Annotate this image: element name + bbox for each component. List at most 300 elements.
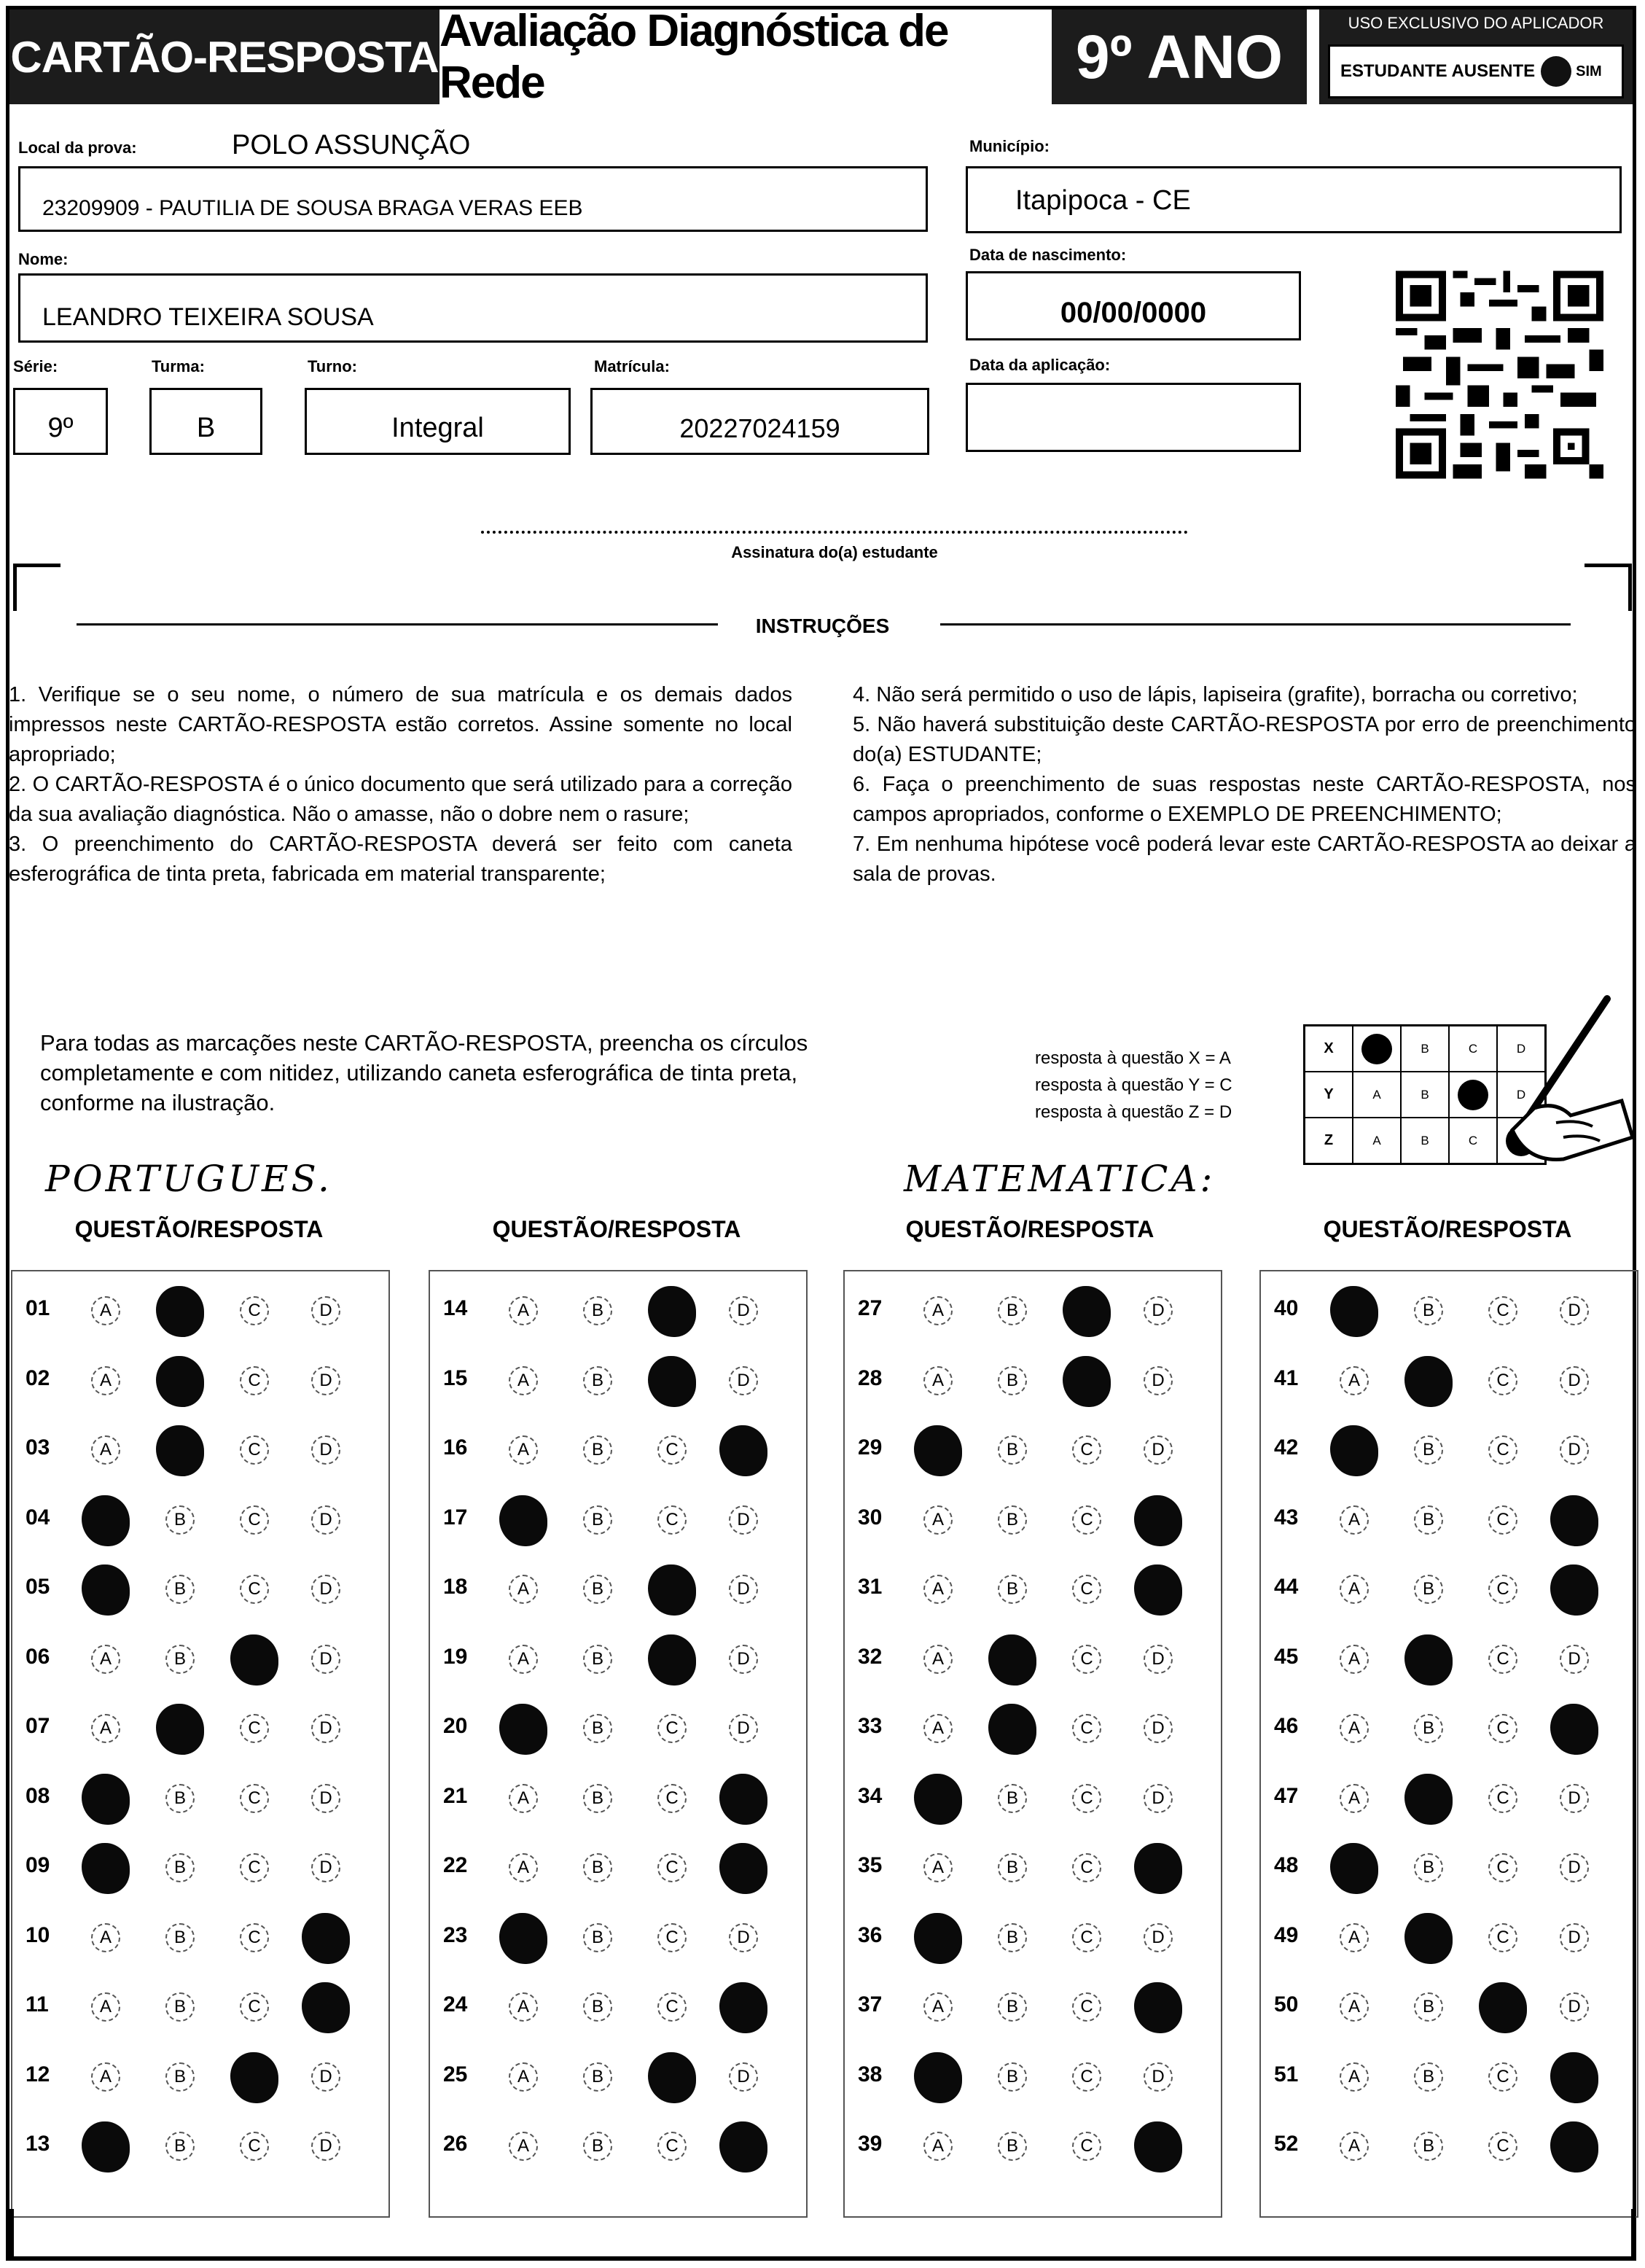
answer-bubble[interactable]: D [311, 1366, 340, 1395]
answer-bubble[interactable]: C [657, 1714, 687, 1743]
answer-bubble-filled[interactable] [1404, 1774, 1453, 1825]
answer-bubble-filled[interactable] [82, 1564, 130, 1616]
signature-line[interactable] [481, 531, 1188, 534]
answer-bubble-filled[interactable] [82, 1843, 130, 1894]
answer-bubble[interactable]: C [1488, 1784, 1517, 1813]
answer-bubble-filled[interactable] [1134, 2121, 1182, 2172]
answer-bubble[interactable]: D [1560, 1853, 1589, 1882]
answer-bubble[interactable]: B [583, 1714, 612, 1743]
answer-bubble-filled[interactable] [156, 1356, 204, 1407]
answer-bubble[interactable]: C [657, 1435, 687, 1465]
answer-bubble[interactable]: C [1072, 2062, 1101, 2092]
answer-bubble[interactable]: B [583, 1435, 612, 1465]
instructions-left [9, 680, 792, 889]
answer-bubble[interactable]: C [1488, 2062, 1517, 2092]
answer-bubble[interactable]: B [165, 1505, 195, 1535]
answer-bubble[interactable]: A [509, 1784, 538, 1813]
answer-bubble[interactable]: C [1072, 1714, 1101, 1743]
column-title: QUESTÃO/RESPOSTA [492, 1216, 741, 1242]
answer-bubble[interactable]: C [657, 1505, 687, 1535]
answer-bubble-filled[interactable] [648, 1564, 696, 1616]
answer-bubble[interactable]: C [240, 1505, 269, 1535]
answer-bubble[interactable]: D [311, 1296, 340, 1325]
answer-bubble[interactable]: D [1144, 1784, 1173, 1813]
answer-bubble-filled[interactable] [914, 1774, 962, 1825]
answer-bubble-filled[interactable] [302, 1982, 350, 2033]
answer-bubble[interactable]: B [1414, 1714, 1443, 1743]
answer-bubble[interactable]: B [1414, 2132, 1443, 2161]
answer-bubble[interactable]: C [1488, 1923, 1517, 1952]
answer-row [1261, 1419, 1637, 1478]
answer-bubble-filled[interactable] [1330, 1843, 1378, 1894]
answer-bubble-filled[interactable] [648, 1634, 696, 1686]
answer-row [430, 2046, 806, 2105]
answer-bubble[interactable]: A [91, 1992, 120, 2022]
answer-row [430, 1280, 806, 1338]
answer-bubble-filled[interactable] [1550, 1564, 1598, 1616]
answer-bubble[interactable]: C [1072, 1575, 1101, 1604]
answer-bubble[interactable]: A [509, 1575, 538, 1604]
answer-bubble[interactable]: C [1488, 1853, 1517, 1882]
answer-bubble[interactable]: B [165, 1853, 195, 1882]
answer-bubble[interactable]: A [1340, 2062, 1369, 2092]
answer-bubble[interactable]: D [311, 1853, 340, 1882]
answer-bubble[interactable]: A [1340, 1575, 1369, 1604]
answer-bubble[interactable]: A [1340, 1366, 1369, 1395]
answer-bubble[interactable]: D [1560, 1296, 1589, 1325]
answer-bubble[interactable]: D [729, 1366, 758, 1395]
answer-bubble[interactable]: D [311, 1505, 340, 1535]
answer-bubble-filled[interactable] [156, 1425, 204, 1476]
answer-bubble[interactable]: D [311, 2132, 340, 2161]
answer-bubble[interactable]: B [165, 2132, 195, 2161]
answer-row [430, 1907, 806, 1965]
answer-bubble[interactable]: A [509, 1366, 538, 1395]
answer-bubble-filled[interactable] [648, 1286, 696, 1337]
answer-bubble[interactable]: D [729, 1645, 758, 1674]
answer-bubble[interactable]: A [91, 1714, 120, 1743]
answer-bubble[interactable]: B [583, 2132, 612, 2161]
answer-bubble[interactable]: C [1488, 1575, 1517, 1604]
answer-row [1261, 1629, 1637, 1687]
answer-bubble[interactable]: A [91, 2062, 120, 2092]
question-number: 31 [858, 1575, 883, 1599]
shift-value: Integral [391, 413, 484, 443]
answer-bubble[interactable]: C [657, 1784, 687, 1813]
school-field [18, 166, 928, 232]
answer-bubble[interactable]: C [657, 1992, 687, 2022]
answer-bubble[interactable]: D [1144, 1435, 1173, 1465]
application-date-field[interactable] [966, 383, 1301, 452]
answer-row [845, 1280, 1221, 1338]
question-number: 27 [858, 1296, 883, 1320]
answer-bubble[interactable]: C [240, 1853, 269, 1882]
answer-bubble-filled[interactable] [1330, 1425, 1378, 1476]
answer-bubble[interactable]: A [91, 1923, 120, 1952]
question-number: 20 [443, 1714, 468, 1738]
question-number: 19 [443, 1644, 468, 1669]
bottom-mark-right [1631, 2209, 1636, 2260]
answer-bubble[interactable]: C [657, 2132, 687, 2161]
answer-bubble[interactable]: B [998, 2062, 1027, 2092]
answer-bubble[interactable]: B [1414, 1853, 1443, 1882]
question-number: 25 [443, 2062, 468, 2086]
answer-bubble[interactable]: C [240, 1296, 269, 1325]
class-value: B [196, 413, 216, 443]
answer-bubble[interactable]: A [923, 1714, 953, 1743]
answer-bubble-filled[interactable] [719, 2121, 767, 2172]
answer-bubble-filled[interactable] [1063, 1356, 1111, 1407]
answer-bubble-filled[interactable] [82, 2121, 130, 2172]
answer-row [430, 1976, 806, 2035]
answer-bubble[interactable]: C [1072, 1853, 1101, 1882]
answer-bubble[interactable]: D [311, 1575, 340, 1604]
answer-bubble[interactable]: A [1340, 1645, 1369, 1674]
answer-bubble[interactable]: D [311, 1784, 340, 1813]
answer-row [430, 1629, 806, 1687]
corner-mark-right [1585, 564, 1632, 611]
answer-bubble[interactable]: D [1560, 1366, 1589, 1395]
question-number: 48 [1274, 1853, 1299, 1877]
answer-bubble[interactable]: A [1340, 2132, 1369, 2161]
answer-bubble-filled[interactable] [988, 1634, 1036, 1686]
example-option: A [1352, 1118, 1400, 1163]
answer-bubble[interactable]: C [1488, 1714, 1517, 1743]
answer-bubble-filled[interactable] [82, 1495, 130, 1546]
answer-bubble-filled[interactable] [1550, 2121, 1598, 2172]
answer-bubble[interactable]: A [923, 1296, 953, 1325]
answer-bubble[interactable]: B [1414, 1992, 1443, 2022]
answer-bubble[interactable]: C [1072, 1992, 1101, 2022]
answer-bubble[interactable]: D [729, 1296, 758, 1325]
question-number: 35 [858, 1853, 883, 1877]
answer-bubble[interactable]: A [91, 1435, 120, 1465]
absent-bubble[interactable] [1541, 56, 1571, 87]
answer-bubble[interactable]: B [998, 1992, 1027, 2022]
answer-bubble[interactable]: A [1340, 1505, 1369, 1535]
answer-bubble[interactable]: A [923, 1853, 953, 1882]
answer-bubble[interactable]: C [240, 1923, 269, 1952]
answer-bubble-filled[interactable] [1404, 1634, 1453, 1686]
answer-bubble[interactable]: D [311, 1435, 340, 1465]
answer-bubble-filled[interactable] [499, 1704, 547, 1755]
answer-bubble-filled[interactable] [499, 1495, 547, 1546]
answer-bubble[interactable]: C [240, 2132, 269, 2161]
question-number: 52 [1274, 2132, 1299, 2156]
answer-bubble-filled[interactable] [1479, 1982, 1527, 2033]
answer-bubble[interactable]: B [998, 1366, 1027, 1395]
answer-bubble[interactable]: C [240, 1714, 269, 1743]
answer-bubble[interactable]: D [311, 2062, 340, 2092]
handwritten-math: MATEMATICA: [904, 1158, 1216, 1200]
answer-row [845, 1629, 1221, 1687]
answer-bubble-filled[interactable] [156, 1286, 204, 1337]
answer-bubble[interactable]: B [583, 1296, 612, 1325]
answer-bubble[interactable]: C [657, 1853, 687, 1882]
answer-bubble-filled[interactable] [648, 1356, 696, 1407]
instruction-item: 7. Em nenhuma hipótese você poderá levar este CARTÃO-RESPOSTA ao deixar a sala de provas. [853, 833, 1636, 886]
answer-row [12, 1559, 388, 1617]
exam-place-label: Local da prova: [18, 139, 137, 157]
name-value: LEANDRO TEIXEIRA SOUSA [42, 303, 374, 331]
answer-row [430, 2116, 806, 2174]
answer-row [430, 1837, 806, 1895]
absent-yes-label: SIM [1576, 63, 1602, 79]
answer-bubble-filled[interactable] [1134, 1495, 1182, 1546]
answer-bubble[interactable]: D [1560, 1645, 1589, 1674]
example-question-label: X [1324, 1040, 1334, 1056]
answer-bubble[interactable]: A [509, 1645, 538, 1674]
answer-bubble-filled[interactable] [1134, 1564, 1182, 1616]
answer-bubble-filled[interactable] [1063, 1286, 1111, 1337]
answer-bubble[interactable]: A [509, 1853, 538, 1882]
answer-bubble[interactable]: A [91, 1296, 120, 1325]
answer-bubble-filled[interactable] [1134, 1843, 1182, 1894]
answer-bubble-filled[interactable] [1550, 1495, 1598, 1546]
answer-bubble[interactable]: B [165, 2062, 195, 2092]
answer-bubble[interactable]: D [1144, 2062, 1173, 2092]
series-label: Série: [13, 357, 58, 375]
instruction-item: 3. O preenchimento do CARTÃO-RESPOSTA deverá ser feito com caneta esferográfica de tinta preta, fabricada em material transparente; [9, 833, 792, 886]
answer-bubble-filled[interactable] [719, 1425, 767, 1476]
answer-bubble[interactable]: A [923, 1575, 953, 1604]
question-number: 06 [26, 1644, 50, 1669]
question-number: 07 [26, 1714, 50, 1738]
example-option: C [1448, 1118, 1496, 1163]
answer-bubble-filled[interactable] [1550, 2052, 1598, 2103]
filled-bubble-icon [1361, 1034, 1392, 1064]
answer-bubble[interactable]: D [311, 1645, 340, 1674]
answer-bubble[interactable]: B [583, 1575, 612, 1604]
answer-bubble[interactable]: A [923, 2132, 953, 2161]
example-option: A [1352, 1072, 1400, 1117]
answer-bubble[interactable]: D [1144, 1296, 1173, 1325]
answer-bubble[interactable]: D [1144, 1645, 1173, 1674]
answer-bubble[interactable]: B [583, 1923, 612, 1952]
question-number: 09 [26, 1853, 50, 1877]
answer-bubble[interactable]: B [583, 1784, 612, 1813]
answer-bubble[interactable]: A [923, 1366, 953, 1395]
answer-bubble[interactable]: C [1488, 1296, 1517, 1325]
enrollment-value: 20227024159 [679, 413, 840, 443]
answer-row [1261, 1698, 1637, 1756]
answer-bubble[interactable]: C [1488, 2132, 1517, 2161]
answer-column [843, 1270, 1222, 2218]
answer-bubble[interactable]: A [91, 1645, 120, 1674]
answer-bubble[interactable]: A [1340, 1714, 1369, 1743]
answer-bubble-filled[interactable] [1330, 1286, 1378, 1337]
answer-bubble[interactable]: A [923, 1992, 953, 2022]
answer-bubble-filled[interactable] [914, 1425, 962, 1476]
answer-bubble[interactable]: B [998, 1575, 1027, 1604]
question-number: 04 [26, 1505, 50, 1529]
answer-bubble[interactable]: C [1072, 1923, 1101, 1952]
question-number: 41 [1274, 1365, 1299, 1390]
grade-badge: 9º ANO [1052, 9, 1307, 104]
instructions-right [853, 680, 1636, 889]
answer-bubble[interactable]: A [923, 1505, 953, 1535]
answer-bubble[interactable]: B [998, 1296, 1027, 1325]
answer-bubble[interactable]: B [583, 1505, 612, 1535]
birth-value: 00/00/0000 [1060, 297, 1207, 329]
answer-bubble[interactable]: C [1072, 1645, 1101, 1674]
answer-row [845, 2116, 1221, 2174]
answer-bubble[interactable]: A [509, 1992, 538, 2022]
answer-bubble[interactable]: D [1560, 1992, 1589, 2022]
example-option: D [1496, 1072, 1544, 1117]
series-field [13, 388, 108, 455]
answer-bubble-filled[interactable] [719, 1843, 767, 1894]
answer-bubble[interactable]: C [657, 1923, 687, 1952]
answer-bubble[interactable]: B [165, 1784, 195, 1813]
city-value: Itapipoca - CE [1015, 185, 1191, 216]
answer-bubble[interactable]: A [1340, 1784, 1369, 1813]
answer-row [430, 1350, 806, 1408]
answer-bubble[interactable]: D [1560, 1923, 1589, 1952]
answer-row [12, 1837, 388, 1895]
school-value: 23209909 - PAUTILIA DE SOUSA BRAGA VERAS EEB [42, 196, 583, 220]
answer-bubble[interactable]: B [583, 2062, 612, 2092]
answer-bubble[interactable]: C [1488, 1435, 1517, 1465]
example-question-label: Y [1324, 1086, 1334, 1102]
answer-bubble[interactable]: B [1414, 1505, 1443, 1535]
answer-bubble[interactable]: D [729, 1505, 758, 1535]
answer-bubble[interactable]: C [240, 1366, 269, 1395]
question-number: 23 [443, 1922, 468, 1947]
answer-bubble-filled[interactable] [1404, 1913, 1453, 1964]
answer-bubble[interactable]: C [1488, 1366, 1517, 1395]
answer-bubble[interactable]: B [583, 1992, 612, 2022]
answer-bubble[interactable]: B [165, 1645, 195, 1674]
answer-bubble-filled[interactable] [230, 2052, 278, 2103]
absent-checkbox-area[interactable] [1328, 44, 1624, 98]
answer-bubble[interactable]: A [509, 1435, 538, 1465]
answer-bubble[interactable]: B [998, 1435, 1027, 1465]
example-option: B [1400, 1118, 1448, 1163]
answer-bubble[interactable]: B [1414, 1435, 1443, 1465]
answer-bubble[interactable]: C [240, 1575, 269, 1604]
answer-bubble-filled[interactable] [1550, 1704, 1598, 1755]
answer-bubble[interactable]: D [1560, 1435, 1589, 1465]
answer-bubble[interactable]: B [583, 1645, 612, 1674]
question-number: 42 [1274, 1435, 1299, 1460]
question-number: 02 [26, 1365, 50, 1390]
answer-bubble[interactable]: B [165, 1992, 195, 2022]
answer-row [12, 1280, 388, 1338]
question-number: 29 [858, 1435, 883, 1460]
answer-bubble[interactable]: D [729, 1714, 758, 1743]
answer-bubble[interactable]: C [240, 1992, 269, 2022]
answer-bubble[interactable]: A [1340, 1923, 1369, 1952]
answer-bubble[interactable]: D [729, 1575, 758, 1604]
answer-bubble[interactable]: D [311, 1714, 340, 1743]
answer-bubble[interactable]: C [1072, 1505, 1101, 1535]
column-title: QUESTÃO/RESPOSTA [1323, 1216, 1572, 1242]
name-field [18, 273, 928, 343]
answer-bubble[interactable]: B [583, 1853, 612, 1882]
exam-place-value: POLO ASSUNÇÃO [232, 130, 471, 160]
question-number: 03 [26, 1435, 50, 1460]
answer-bubble[interactable]: C [240, 1435, 269, 1465]
answer-bubble[interactable]: C [1072, 1784, 1101, 1813]
question-number: 13 [26, 2132, 50, 2156]
answer-bubble[interactable]: C [1072, 2132, 1101, 2161]
answer-bubble[interactable]: C [1072, 1435, 1101, 1465]
answer-bubble[interactable]: B [998, 2132, 1027, 2161]
instruction-item: 5. Não haverá substituição deste CARTÃO-RESPOSTA por erro de preenchimento do(a) ESTUDANTE; [853, 713, 1636, 766]
answer-bubble-filled[interactable] [1134, 1982, 1182, 2033]
answer-bubble[interactable]: A [509, 2062, 538, 2092]
answer-bubble[interactable]: B [998, 1784, 1027, 1813]
answer-bubble[interactable]: B [1414, 1575, 1443, 1604]
column-title: QUESTÃO/RESPOSTA [905, 1216, 1154, 1242]
answer-bubble[interactable]: B [998, 1505, 1027, 1535]
question-number: 32 [858, 1644, 883, 1669]
answer-bubble[interactable]: D [1144, 1714, 1173, 1743]
question-number: 26 [443, 2132, 468, 2156]
question-number: 16 [443, 1435, 468, 1460]
answer-bubble-filled[interactable] [302, 1913, 350, 1964]
question-number: 50 [1274, 1992, 1299, 2016]
answer-bubble-filled[interactable] [719, 1982, 767, 2033]
enrollment-label: Matrícula: [594, 357, 670, 375]
answer-bubble[interactable]: B [583, 1366, 612, 1395]
answer-bubble-filled[interactable] [82, 1774, 130, 1825]
answer-bubble[interactable]: D [1144, 1366, 1173, 1395]
answer-bubble-filled[interactable] [156, 1704, 204, 1755]
question-number: 47 [1274, 1783, 1299, 1808]
answer-bubble[interactable]: A [923, 1645, 953, 1674]
example-label: resposta à questão X = A [1035, 1048, 1231, 1068]
enrollment-field [590, 388, 929, 455]
answer-bubble[interactable]: A [1340, 1992, 1369, 2022]
answer-bubble[interactable]: B [1414, 2062, 1443, 2092]
answer-bubble[interactable]: D [729, 1923, 758, 1952]
answer-bubble[interactable]: A [509, 2132, 538, 2161]
answer-bubble[interactable]: C [1488, 1645, 1517, 1674]
answer-row [12, 1907, 388, 1965]
answer-bubble[interactable]: D [729, 2062, 758, 2092]
answer-bubble-filled[interactable] [230, 1634, 278, 1686]
answer-bubble-filled[interactable] [648, 2052, 696, 2103]
answer-bubble-filled[interactable] [914, 1913, 962, 1964]
answer-bubble[interactable]: D [1144, 1923, 1173, 1952]
birth-label: Data de nascimento: [969, 246, 1127, 264]
answer-bubble[interactable]: B [1414, 1296, 1443, 1325]
instructions-rule-right [940, 623, 1571, 626]
answer-bubble-filled[interactable] [499, 1913, 547, 1964]
answer-bubble[interactable]: B [165, 1575, 195, 1604]
answer-bubble[interactable]: A [91, 1366, 120, 1395]
answer-bubble[interactable]: B [998, 1923, 1027, 1952]
answer-bubble[interactable]: A [509, 1296, 538, 1325]
answer-bubble[interactable]: C [1488, 1505, 1517, 1535]
answer-bubble-filled[interactable] [1404, 1356, 1453, 1407]
answer-bubble-filled[interactable] [914, 2052, 962, 2103]
answer-row [845, 1698, 1221, 1756]
answer-bubble-filled[interactable] [719, 1774, 767, 1825]
answer-bubble[interactable]: B [998, 1853, 1027, 1882]
answer-bubble[interactable]: C [240, 1784, 269, 1813]
answer-row [430, 1419, 806, 1478]
answer-row [845, 2046, 1221, 2105]
question-number: 12 [26, 2062, 50, 2086]
answer-bubble-filled[interactable] [988, 1704, 1036, 1755]
answer-bubble[interactable]: D [1560, 1784, 1589, 1813]
example-label: resposta à questão Y = C [1035, 1075, 1232, 1095]
answer-bubble[interactable]: B [165, 1923, 195, 1952]
instruction-item: 6. Faça o preenchimento de suas respostas neste CARTÃO-RESPOSTA, nos campos apropriados, conforme o EXEMPLO DE PREENCHIMENTO; [853, 773, 1636, 826]
